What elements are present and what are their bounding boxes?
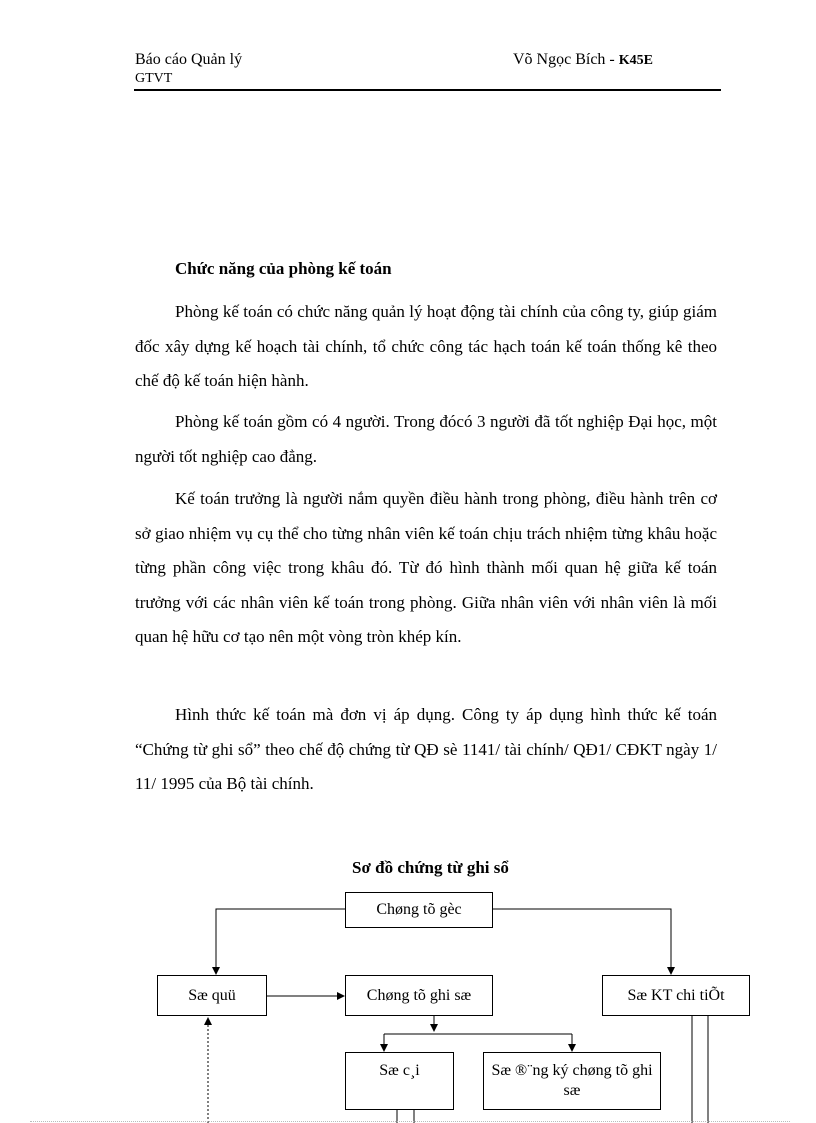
page-bottom-edge [30,1121,790,1122]
paragraph-3: Kế toán trưởng là người nắm quyền điều hành trong phòng, điều hành trên cơ sở giao nhiệm vụ cụ thể cho từng nhân viên kế toán chịu trách nhiệm từng khâu hoặc từng phần công việc trong khâu đó. Từ đó hình thành mối quan hệ giữa kế toán trưởng với các nhân viên kế toán trong phòng. Giữa nhân viên với nhân viên là mối quan hệ hữu cơ tạo nên một vòng tròn khép kín. [135,489,717,647]
box-source-documents: Chøng tõ gèc [345,892,493,928]
connector-source-to-detail [493,909,671,974]
section-heading: Chức năng của phòng kế toán [175,259,392,278]
box-voucher-register: Sæ ®¨ng ký chøng tõ ghi sæ [483,1052,661,1110]
header-author-name: Võ Ngọc Bích - [513,51,615,68]
header-title-line2: GTVT [135,71,173,86]
connector-source-to-fund [216,909,345,974]
diagram-title: Sơ đồ chứng từ ghi sổ [352,858,509,877]
paragraph-1: Phòng kế toán có chức năng quản lý hoạt động tài chính của công ty, giúp giám đốc xây dựng kế hoạch tài chính, tổ chức công tác hạch toán kế toán thống kê theo chế độ kế toán hiện hành. [135,302,717,391]
header-class-code: K45E [618,53,653,68]
header-title-line1: Báo cáo Quản lý [135,51,243,68]
box-general-ledger: Sæ c¸i [345,1052,454,1110]
box-detail-accounts: Sæ KT chi tiÕt [602,975,750,1016]
paragraph-2: Phòng kế toán gồm có 4 người. Trong đócó 3 người đã tốt nghiệp Đại học, một người tốt nghiệp cao đẳng. [135,412,717,466]
box-recording-voucher: Chøng tõ ghi sæ [345,975,493,1016]
box-fund-book: Sæ quü [157,975,267,1016]
paragraph-4: Hình thức kế toán mà đơn vị áp dụng. Công ty áp dụng hình thức kế toán “Chứng từ ghi sổ” theo chế độ chứng từ QĐ sè 1141/ tài chính/ QĐ1/ CĐKT ngày 1/ 11/ 1995 của Bộ tài chính. [135,705,717,794]
